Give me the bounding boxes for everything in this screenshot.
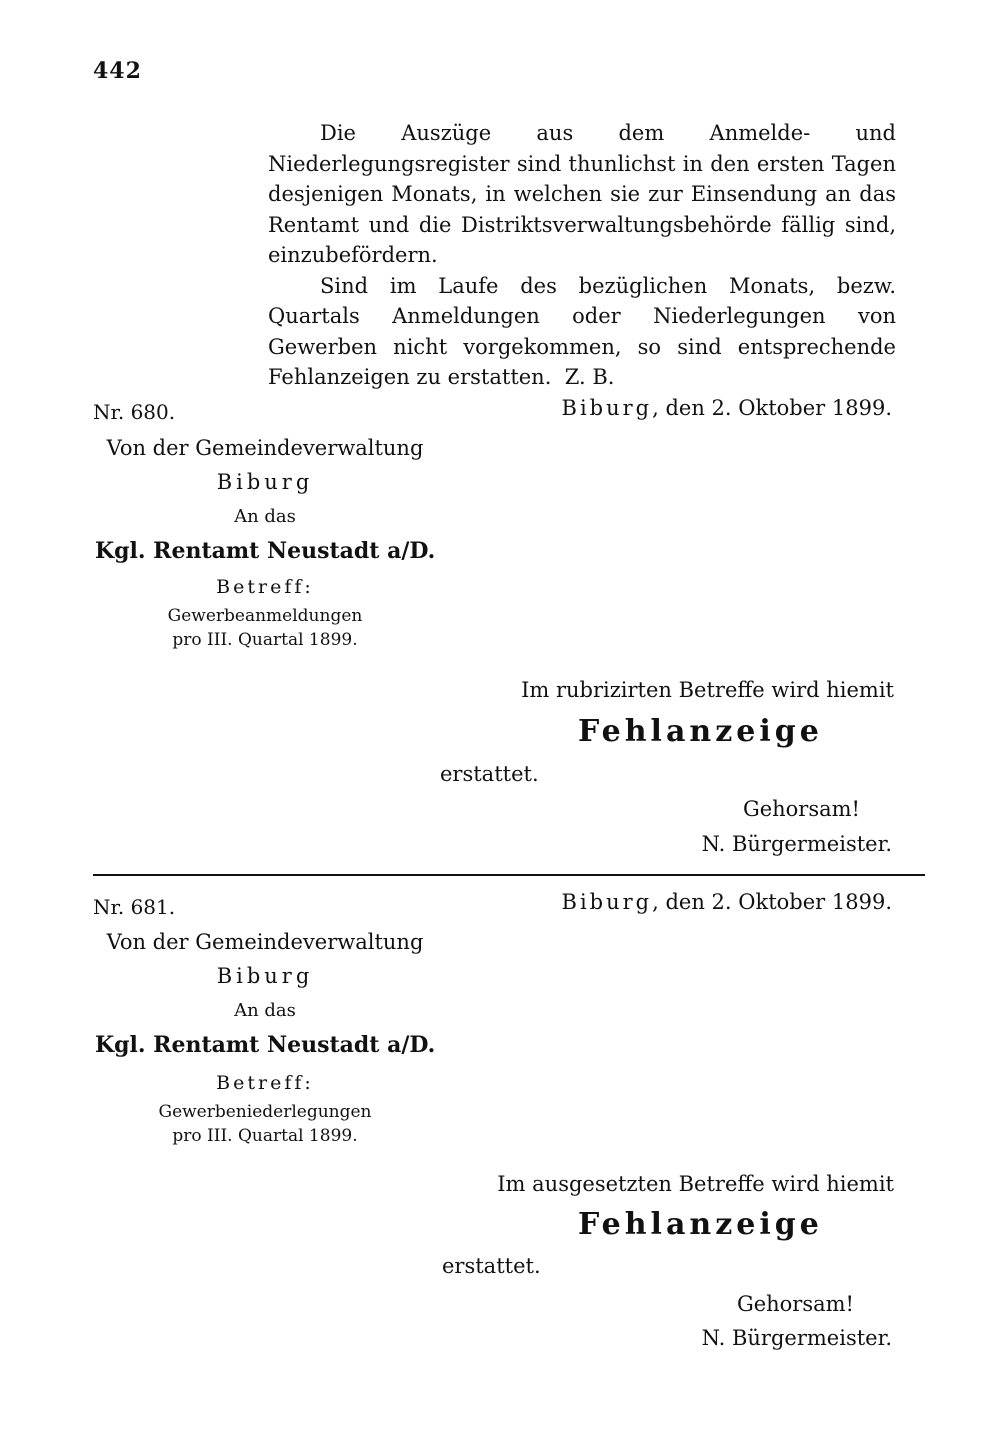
fehlanzeige-heading: Fehlanzeige [578, 714, 823, 749]
betreff-label: Betreff: [216, 1072, 314, 1094]
closing: Gehorsam! [736, 1292, 854, 1316]
body-line-2: erstattet. [440, 762, 539, 786]
dateline-date: , den 2. Oktober 1899. [652, 396, 892, 420]
signature: N. Bürgermeister. [701, 1326, 892, 1350]
subject-line-1: Gewerbeniederlegungen [158, 1102, 372, 1122]
subject-line-2: pro III. Quartal 1899. [172, 1126, 358, 1146]
signature: N. Bürgermeister. [701, 832, 892, 856]
to-label: An das [234, 506, 296, 527]
recipient: Kgl. Rentamt Neustadt a/D. [95, 538, 436, 564]
intro-paragraph-2 [268, 271, 896, 393]
dateline-place: Biburg [561, 396, 653, 420]
entry-number: Nr. 681. [93, 895, 176, 919]
dateline-date: , den 2. Oktober 1899. [652, 890, 892, 914]
intro-paragraph-1: Die Auszüge aus dem Anmelde- und Niederlegungsregister sind thunlichst in den ersten Tagen desjenigen Monats, in welchen sie zur Einsendung an das Rentamt und die Distriktsverwaltungsbehörde fällig sind, einzubefördern. [268, 121, 896, 267]
sender-authority: Von der Gemeindeverwaltung [106, 436, 424, 460]
closing: Gehorsam! [742, 797, 860, 821]
sender-block [95, 930, 435, 1150]
sender-place: Biburg [216, 964, 314, 988]
page-number: 442 [93, 58, 142, 84]
intro-paragraph-2-text: Sind im Laufe des bezüglichen Monats, bezw. Quartals Anmeldungen oder Niederlegungen von Gewerben nicht vorgekommen, so sind entsprechende Fehlanzeigen zu erstatten. [268, 273, 896, 389]
betreff-label: Betreff: [216, 576, 314, 598]
entry-number: Nr. 680. [93, 400, 176, 424]
dateline-place: Biburg [561, 890, 653, 914]
fehlanzeige-heading: Fehlanzeige [578, 1207, 823, 1242]
entry-dateline [562, 890, 892, 914]
subject-line-2: pro III. Quartal 1899. [172, 630, 358, 650]
section-divider [93, 874, 925, 876]
subject-line-1: Gewerbeanmeldungen [167, 606, 363, 626]
intro-text [268, 118, 896, 393]
body-line-2: erstattet. [442, 1254, 541, 1278]
intro-abbrev: Z. B. [564, 365, 615, 389]
sender-place: Biburg [216, 470, 314, 494]
sender-block [95, 436, 435, 654]
body-line-1: Im rubrizirten Betreffe wird hiemit [521, 678, 894, 702]
body-line-1: Im ausgesetzten Betreffe wird hiemit [497, 1172, 894, 1196]
sender-authority: Von der Gemeindeverwaltung [106, 930, 424, 954]
recipient: Kgl. Rentamt Neustadt a/D. [95, 1032, 436, 1058]
entry-dateline [562, 396, 892, 420]
to-label: An das [234, 1000, 296, 1021]
